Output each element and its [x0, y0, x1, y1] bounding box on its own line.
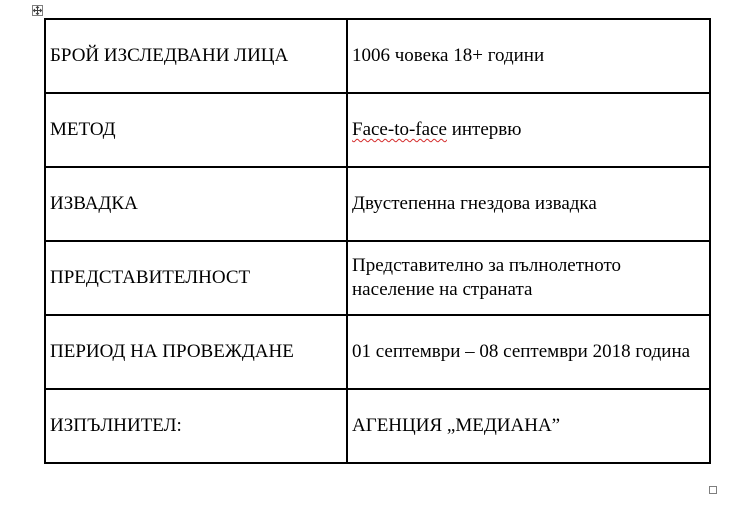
row-value-text: интервю — [446, 119, 522, 140]
row-label[interactable]: БРОЙ ИЗСЛЕДВАНИ ЛИЦА — [45, 19, 347, 93]
row-value[interactable]: 1006 човека 18+ години — [347, 19, 710, 93]
survey-info-table — [44, 18, 711, 464]
row-value[interactable] — [347, 93, 710, 167]
table-row — [45, 389, 710, 463]
spellcheck-marked-word: Face-to-face — [352, 119, 447, 140]
row-label[interactable]: МЕТОД — [45, 93, 347, 167]
row-value[interactable]: 01 септември – 08 септември 2018 година — [347, 315, 710, 389]
row-value[interactable]: Двустепенна гнездова извадка — [347, 167, 710, 241]
row-label[interactable]: ПРЕДСТАВИТЕЛНОСТ — [45, 241, 347, 315]
row-value[interactable]: Представително за пълнолетното население на страната — [347, 241, 710, 315]
row-label[interactable]: ИЗВАДКА — [45, 167, 347, 241]
table-row — [45, 241, 710, 315]
row-label[interactable]: ИЗПЪЛНИТЕЛ: — [45, 389, 347, 463]
table-row — [45, 167, 710, 241]
move-arrows-icon — [33, 6, 42, 15]
table-row — [45, 19, 710, 93]
table-move-handle[interactable] — [32, 5, 43, 16]
row-label[interactable]: ПЕРИОД НА ПРОВЕЖДАНЕ — [45, 315, 347, 389]
table-row — [45, 93, 710, 167]
table-row — [45, 315, 710, 389]
table-resize-handle[interactable] — [709, 486, 717, 494]
row-value[interactable]: АГЕНЦИЯ „МЕДИАНА” — [347, 389, 710, 463]
